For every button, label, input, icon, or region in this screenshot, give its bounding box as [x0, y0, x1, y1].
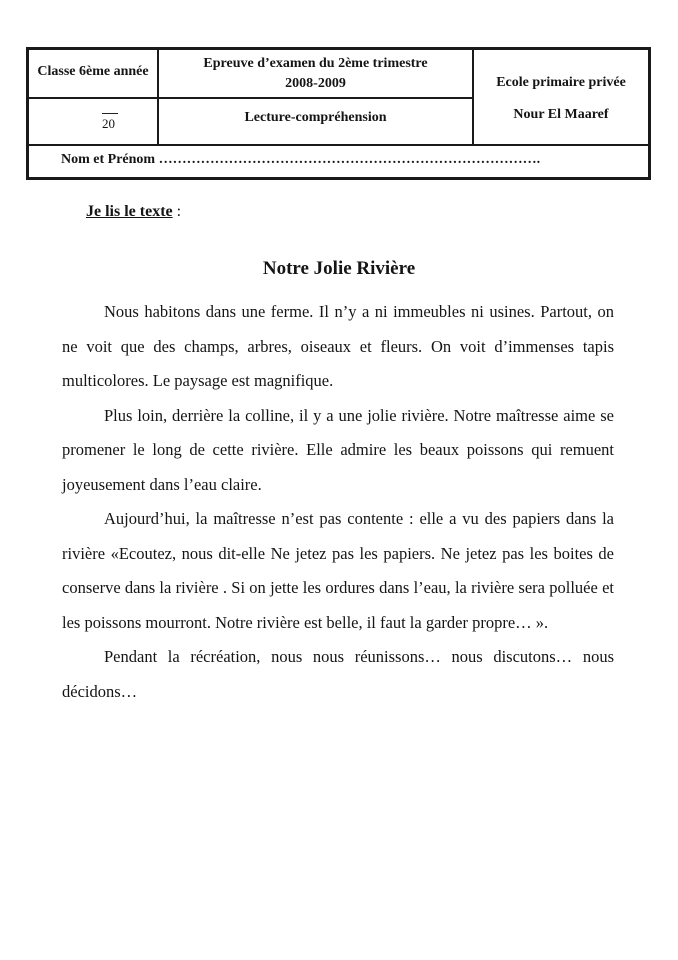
exam-title — [159, 54, 472, 94]
class-label: Classe 6ème année — [37, 64, 149, 79]
table-divider — [29, 97, 472, 99]
table-divider — [29, 144, 648, 146]
paragraph: Pendant la récréation, nous nous réunissons… nous discutons… nous décidons… — [62, 647, 614, 701]
section-heading-colon: : — [172, 203, 182, 220]
section-heading — [86, 203, 181, 221]
exam-header-table — [26, 47, 651, 180]
paragraph: Plus loin, derrière la colline, il y a une jolie rivière. Notre maîtresse aime se promener le long de cette rivière. Elle admire les beaux poissons qui remuent joyeusement dans l’eau claire. — [62, 405, 614, 494]
reading-passage — [62, 295, 614, 709]
exam-title-line2: 2008-2009 — [285, 76, 346, 91]
score-fraction-bar — [102, 113, 118, 114]
paragraph: Nous habitons dans une ferme. Il n’y a ni immeubles ni usines. Partout, on ne voit que des champs, arbres, oiseaux et fleurs. On voit d’immenses tapis multicolores. Le paysage est magnifique. — [62, 302, 614, 390]
score-denominator: 20 — [102, 116, 115, 131]
text-title: Notre Jolie Rivière — [262, 258, 416, 279]
school-name-line2: Nour El Maaref — [513, 107, 609, 122]
school-name-line1: Ecole primaire privée — [496, 75, 626, 90]
paragraph: Aujourd’hui, la maîtresse n’est pas contente : elle a vu des papiers dans la rivière «Ecoutez, nous dit-elle Ne jetez pas les papiers. Ne jetez pas les boites de conserve dans la rivière . Si on jette les ordures dans l’eau, la rivière sera polluée et les poissons mourront. Notre rivière est belle, il faut la garder propre… ». — [62, 509, 614, 632]
name-field-label: Nom et Prénom ………………………………………………………………………. — [61, 152, 541, 167]
section-heading-label: Je lis le texte — [86, 203, 173, 220]
exam-title-line1: Epreuve d’examen du 2ème trimestre — [203, 56, 428, 71]
school-name — [474, 64, 648, 133]
subject-label: Lecture-compréhension — [244, 110, 387, 125]
